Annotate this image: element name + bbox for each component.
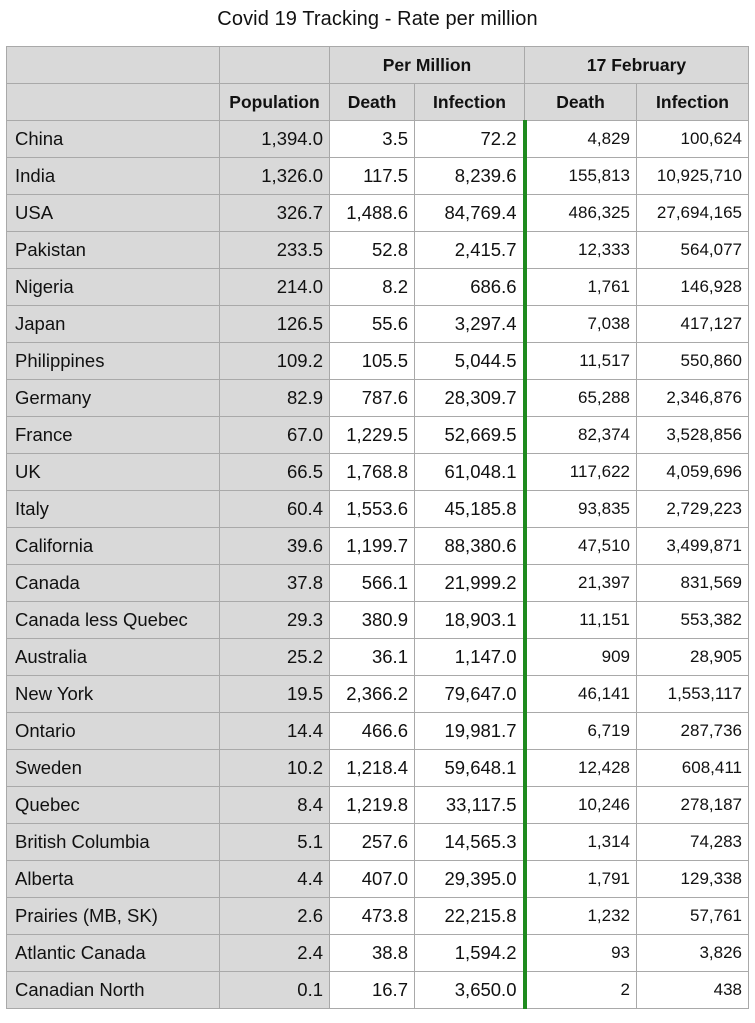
cell-infection: 100,624 xyxy=(637,121,749,158)
cell-pm-infection: 14,565.3 xyxy=(415,824,525,861)
cell-pm-death: 16.7 xyxy=(330,972,415,1009)
cell-pm-death: 2,366.2 xyxy=(330,676,415,713)
table-row xyxy=(7,417,749,454)
cell-country: Canada less Quebec xyxy=(7,602,220,639)
cell-pm-death: 1,229.5 xyxy=(330,417,415,454)
cell-infection: 1,553,117 xyxy=(637,676,749,713)
cell-country: Japan xyxy=(7,306,220,343)
cell-infection: 564,077 xyxy=(637,232,749,269)
cell-pm-infection: 72.2 xyxy=(415,121,525,158)
cell-pm-death: 1,553.6 xyxy=(330,491,415,528)
cell-death: 93,835 xyxy=(525,491,637,528)
cell-population: 2.6 xyxy=(220,898,330,935)
cell-population: 10.2 xyxy=(220,750,330,787)
cell-death: 11,517 xyxy=(525,343,637,380)
cell-death: 2 xyxy=(525,972,637,1009)
cell-death: 7,038 xyxy=(525,306,637,343)
header-group-date: 17 February xyxy=(525,47,749,84)
cell-population: 66.5 xyxy=(220,454,330,491)
cell-death: 47,510 xyxy=(525,528,637,565)
cell-death: 1,232 xyxy=(525,898,637,935)
cell-pm-infection: 3,297.4 xyxy=(415,306,525,343)
cell-pm-infection: 52,669.5 xyxy=(415,417,525,454)
cell-country: China xyxy=(7,121,220,158)
cell-country: Australia xyxy=(7,639,220,676)
cell-death: 65,288 xyxy=(525,380,637,417)
table-row xyxy=(7,787,749,824)
cell-pm-infection: 3,650.0 xyxy=(415,972,525,1009)
cell-death: 1,761 xyxy=(525,269,637,306)
cell-pm-death: 36.1 xyxy=(330,639,415,676)
table-row xyxy=(7,491,749,528)
cell-population: 126.5 xyxy=(220,306,330,343)
cell-infection: 550,860 xyxy=(637,343,749,380)
table-row xyxy=(7,528,749,565)
cell-pm-infection: 61,048.1 xyxy=(415,454,525,491)
cell-death: 1,791 xyxy=(525,861,637,898)
cell-population: 1,326.0 xyxy=(220,158,330,195)
cell-country: Canadian North xyxy=(7,972,220,1009)
cell-pm-infection: 88,380.6 xyxy=(415,528,525,565)
cell-infection: 74,283 xyxy=(637,824,749,861)
cell-pm-infection: 2,415.7 xyxy=(415,232,525,269)
table-row xyxy=(7,750,749,787)
table-row xyxy=(7,713,749,750)
cell-pm-death: 1,768.8 xyxy=(330,454,415,491)
header-abs-death: Death xyxy=(525,84,637,121)
table-header xyxy=(7,47,749,121)
cell-death: 12,333 xyxy=(525,232,637,269)
cell-pm-death: 55.6 xyxy=(330,306,415,343)
cell-population: 326.7 xyxy=(220,195,330,232)
cell-infection: 438 xyxy=(637,972,749,1009)
header-group-per-million: Per Million xyxy=(330,47,525,84)
cell-death: 82,374 xyxy=(525,417,637,454)
cell-country: New York xyxy=(7,676,220,713)
header-abs-infection: Infection xyxy=(637,84,749,121)
cell-infection: 57,761 xyxy=(637,898,749,935)
table-row xyxy=(7,824,749,861)
cell-pm-death: 787.6 xyxy=(330,380,415,417)
table-row xyxy=(7,602,749,639)
cell-pm-death: 1,199.7 xyxy=(330,528,415,565)
cell-pm-infection: 22,215.8 xyxy=(415,898,525,935)
cell-death: 93 xyxy=(525,935,637,972)
cell-country: Italy xyxy=(7,491,220,528)
cell-pm-death: 1,218.4 xyxy=(330,750,415,787)
header-pm-death: Death xyxy=(330,84,415,121)
header-blank-country xyxy=(7,47,220,84)
cell-pm-death: 117.5 xyxy=(330,158,415,195)
cell-population: 19.5 xyxy=(220,676,330,713)
cell-pm-infection: 59,648.1 xyxy=(415,750,525,787)
cell-death: 12,428 xyxy=(525,750,637,787)
table-row xyxy=(7,380,749,417)
cell-country: France xyxy=(7,417,220,454)
cell-pm-infection: 29,395.0 xyxy=(415,861,525,898)
cell-pm-death: 3.5 xyxy=(330,121,415,158)
table-body xyxy=(7,121,749,1009)
cell-population: 2.4 xyxy=(220,935,330,972)
cell-infection: 28,905 xyxy=(637,639,749,676)
cell-death: 46,141 xyxy=(525,676,637,713)
cell-pm-infection: 21,999.2 xyxy=(415,565,525,602)
covid-table xyxy=(6,46,749,1009)
table-row xyxy=(7,269,749,306)
cell-population: 0.1 xyxy=(220,972,330,1009)
cell-pm-death: 1,488.6 xyxy=(330,195,415,232)
cell-pm-infection: 18,903.1 xyxy=(415,602,525,639)
cell-pm-infection: 28,309.7 xyxy=(415,380,525,417)
cell-pm-infection: 1,147.0 xyxy=(415,639,525,676)
page-title: Covid 19 Tracking - Rate per million xyxy=(217,8,538,30)
cell-country: Germany xyxy=(7,380,220,417)
cell-infection: 608,411 xyxy=(637,750,749,787)
cell-infection: 146,928 xyxy=(637,269,749,306)
cell-infection: 2,729,223 xyxy=(637,491,749,528)
cell-population: 5.1 xyxy=(220,824,330,861)
cell-pm-infection: 33,117.5 xyxy=(415,787,525,824)
cell-death: 909 xyxy=(525,639,637,676)
cell-country: USA xyxy=(7,195,220,232)
cell-infection: 831,569 xyxy=(637,565,749,602)
cell-country: Ontario xyxy=(7,713,220,750)
cell-population: 67.0 xyxy=(220,417,330,454)
table-row xyxy=(7,935,749,972)
cell-population: 8.4 xyxy=(220,787,330,824)
cell-infection: 4,059,696 xyxy=(637,454,749,491)
cell-infection: 278,187 xyxy=(637,787,749,824)
table-row xyxy=(7,639,749,676)
cell-pm-infection: 79,647.0 xyxy=(415,676,525,713)
table-row xyxy=(7,676,749,713)
header-country xyxy=(7,84,220,121)
cell-population: 37.8 xyxy=(220,565,330,602)
cell-country: Pakistan xyxy=(7,232,220,269)
table-row xyxy=(7,232,749,269)
cell-country: Sweden xyxy=(7,750,220,787)
cell-country: Atlantic Canada xyxy=(7,935,220,972)
cell-population: 25.2 xyxy=(220,639,330,676)
header-pm-infection: Infection xyxy=(415,84,525,121)
cell-country: Quebec xyxy=(7,787,220,824)
table-row xyxy=(7,861,749,898)
table-row xyxy=(7,343,749,380)
cell-country: Nigeria xyxy=(7,269,220,306)
cell-pm-infection: 8,239.6 xyxy=(415,158,525,195)
cell-pm-death: 52.8 xyxy=(330,232,415,269)
table-row xyxy=(7,454,749,491)
cell-pm-death: 38.8 xyxy=(330,935,415,972)
cell-pm-infection: 19,981.7 xyxy=(415,713,525,750)
cell-infection: 10,925,710 xyxy=(637,158,749,195)
cell-country: Philippines xyxy=(7,343,220,380)
cell-infection: 2,346,876 xyxy=(637,380,749,417)
cell-population: 109.2 xyxy=(220,343,330,380)
table-row xyxy=(7,972,749,1009)
cell-country: Canada xyxy=(7,565,220,602)
cell-pm-death: 473.8 xyxy=(330,898,415,935)
cell-country: UK xyxy=(7,454,220,491)
cell-population: 29.3 xyxy=(220,602,330,639)
cell-death: 486,325 xyxy=(525,195,637,232)
cell-population: 39.6 xyxy=(220,528,330,565)
table-row xyxy=(7,306,749,343)
cell-pm-death: 566.1 xyxy=(330,565,415,602)
cell-population: 1,394.0 xyxy=(220,121,330,158)
cell-death: 6,719 xyxy=(525,713,637,750)
cell-population: 4.4 xyxy=(220,861,330,898)
cell-population: 14.4 xyxy=(220,713,330,750)
cell-death: 117,622 xyxy=(525,454,637,491)
header-blank-population xyxy=(220,47,330,84)
cell-country: California xyxy=(7,528,220,565)
table-row xyxy=(7,121,749,158)
cell-infection: 3,528,856 xyxy=(637,417,749,454)
cell-pm-death: 257.6 xyxy=(330,824,415,861)
cell-pm-death: 105.5 xyxy=(330,343,415,380)
cell-pm-death: 1,219.8 xyxy=(330,787,415,824)
cell-pm-infection: 5,044.5 xyxy=(415,343,525,380)
cell-country: Alberta xyxy=(7,861,220,898)
cell-pm-infection: 45,185.8 xyxy=(415,491,525,528)
cell-death: 4,829 xyxy=(525,121,637,158)
cell-pm-death: 8.2 xyxy=(330,269,415,306)
cell-death: 11,151 xyxy=(525,602,637,639)
cell-pm-infection: 84,769.4 xyxy=(415,195,525,232)
cell-infection: 3,826 xyxy=(637,935,749,972)
table-row xyxy=(7,898,749,935)
cell-pm-death: 407.0 xyxy=(330,861,415,898)
cell-population: 233.5 xyxy=(220,232,330,269)
cell-death: 155,813 xyxy=(525,158,637,195)
cell-death: 21,397 xyxy=(525,565,637,602)
table-row xyxy=(7,158,749,195)
cell-population: 60.4 xyxy=(220,491,330,528)
cell-pm-infection: 1,594.2 xyxy=(415,935,525,972)
cell-country: India xyxy=(7,158,220,195)
cell-infection: 287,736 xyxy=(637,713,749,750)
cell-infection: 417,127 xyxy=(637,306,749,343)
cell-infection: 3,499,871 xyxy=(637,528,749,565)
cell-death: 1,314 xyxy=(525,824,637,861)
cell-infection: 27,694,165 xyxy=(637,195,749,232)
cell-pm-death: 466.6 xyxy=(330,713,415,750)
cell-infection: 553,382 xyxy=(637,602,749,639)
header-population: Population xyxy=(220,84,330,121)
cell-pm-death: 380.9 xyxy=(330,602,415,639)
table-row xyxy=(7,195,749,232)
cell-pm-infection: 686.6 xyxy=(415,269,525,306)
cell-infection: 129,338 xyxy=(637,861,749,898)
cell-death: 10,246 xyxy=(525,787,637,824)
cell-population: 214.0 xyxy=(220,269,330,306)
table-row xyxy=(7,565,749,602)
cell-population: 82.9 xyxy=(220,380,330,417)
cell-country: Prairies (MB, SK) xyxy=(7,898,220,935)
cell-country: British Columbia xyxy=(7,824,220,861)
